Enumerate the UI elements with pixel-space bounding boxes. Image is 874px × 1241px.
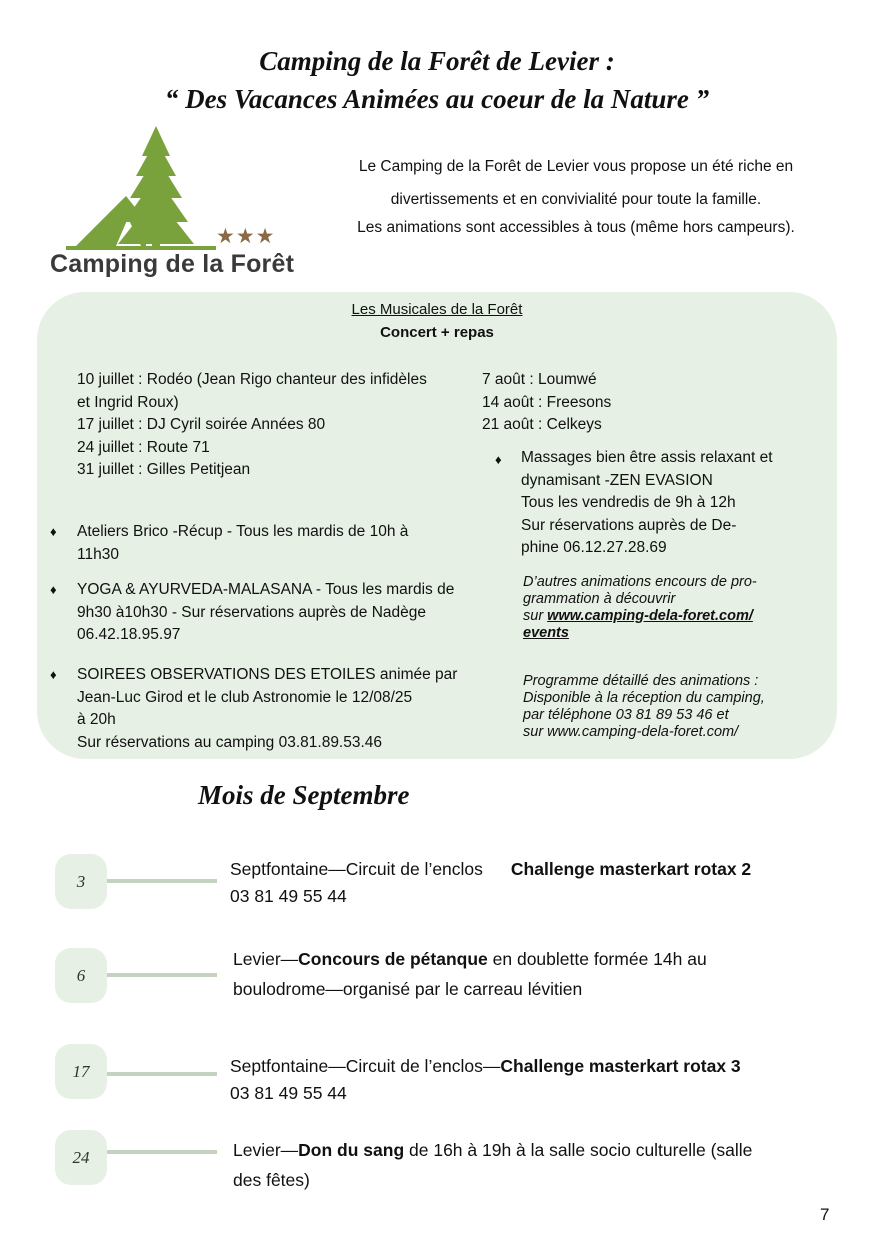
note-line: D’autres animations encours de pro- bbox=[523, 574, 757, 590]
activity-line: Sur réservations au camping 03.81.89.53.46 bbox=[77, 733, 383, 751]
event-item bbox=[230, 856, 800, 910]
event-line: 03 81 49 55 44 bbox=[230, 886, 347, 906]
activity-line: YOGA & AYURVEDA-MALASANA - Tous les mardis de bbox=[77, 581, 455, 598]
list-item: 24 juillet : Route 71 bbox=[77, 438, 210, 456]
bullet-icon: ♦ bbox=[50, 582, 57, 597]
date-connector-line bbox=[107, 879, 217, 883]
events-link[interactable]: www.camping-dela-foret.com/ bbox=[547, 608, 753, 624]
event-line: 03 81 49 55 44 bbox=[230, 1083, 347, 1103]
date-badge: 24 bbox=[55, 1130, 107, 1185]
list-item: 10 juillet : Rodéo (Jean Rigo chanteur des infidèles bbox=[77, 371, 427, 388]
note-prefix: sur bbox=[523, 608, 548, 624]
activity-line: Sur réservations auprès de De- bbox=[521, 516, 737, 534]
list-item: 7 août : Loumwé bbox=[482, 371, 597, 388]
date-badge: 3 bbox=[55, 854, 107, 909]
event-detail: en doublette formée 14h au bbox=[487, 949, 707, 969]
activity-line: Tous les vendredis de 9h à 12h bbox=[521, 494, 736, 511]
note-line: sur www.camping-dela-foret.com/ bbox=[523, 724, 739, 740]
events-link-continued[interactable]: events bbox=[523, 625, 569, 641]
date-connector-line bbox=[107, 973, 217, 977]
activity-line: à 20h bbox=[77, 711, 116, 728]
intro-line: Le Camping de la Forêt de Levier vous propose un été riche en bbox=[358, 158, 794, 175]
event-location: Septfontaine—Circuit de l’enclos— bbox=[230, 1056, 501, 1076]
activity-line: Ateliers Brico -Récup - Tous les mardis de 10h à bbox=[77, 523, 409, 540]
note-line: grammation à découvrir bbox=[523, 591, 676, 607]
event-location: Septfontaine—Circuit de l’enclos bbox=[230, 859, 483, 879]
activity-line: 11h30 bbox=[77, 545, 119, 563]
event-location: Levier— bbox=[233, 1140, 299, 1160]
other-animations-note bbox=[523, 574, 823, 642]
activity-line: SOIREES OBSERVATIONS DES ETOILES animée par bbox=[77, 666, 458, 683]
event-item bbox=[233, 944, 803, 1004]
note-line: Programme détaillé des animations : bbox=[523, 673, 759, 689]
event-title: Don du sang bbox=[298, 1140, 405, 1160]
fir-tree-icon bbox=[118, 126, 194, 248]
list-item: 17 juillet : DJ Cyril soirée Années 80 bbox=[77, 416, 326, 433]
activity-line: dynamisant -ZEN EVASION bbox=[521, 471, 713, 489]
event-title: Concours de pétanque bbox=[298, 949, 488, 969]
panel-subtitle: Concert + repas bbox=[380, 324, 494, 341]
panel-title: Les Musicales de la Forêt bbox=[351, 301, 523, 318]
bullet-icon: ♦ bbox=[50, 667, 57, 682]
intro-line: divertissements et en convivialité pour toute la famille. bbox=[390, 191, 762, 208]
activity-line: Massages bien être assis relaxant et bbox=[521, 449, 773, 466]
activity-yoga bbox=[77, 579, 487, 647]
event-line bbox=[233, 944, 803, 974]
programme-note bbox=[523, 673, 823, 741]
intro-line: Les animations sont accessibles à tous (même hors campeurs). bbox=[357, 219, 795, 236]
list-item: 14 août : Freesons bbox=[482, 393, 612, 411]
date-connector-line bbox=[107, 1150, 217, 1154]
event-line bbox=[233, 1135, 803, 1165]
event-line bbox=[230, 856, 800, 883]
list-item: et Ingrid Roux) bbox=[77, 393, 179, 411]
activity-massage bbox=[521, 447, 821, 560]
event-line: boulodrome—organisé par le carreau lévitien bbox=[233, 979, 583, 999]
concerts-list-july bbox=[77, 369, 477, 482]
event-detail: de 16h à 19h à la salle socio culturelle (salle bbox=[404, 1140, 753, 1160]
section-heading-september: Mois de Septembre bbox=[198, 780, 410, 810]
date-badge: 17 bbox=[55, 1044, 107, 1099]
logo-text: Camping de la Forêt bbox=[50, 250, 295, 278]
date-badge: 6 bbox=[55, 948, 107, 1003]
bullet-icon: ♦ bbox=[495, 452, 502, 467]
rating-stars: ★★★ bbox=[216, 225, 276, 248]
note-line: Disponible à la réception du camping, bbox=[523, 690, 765, 706]
activity-line: phine 06.12.27.28.69 bbox=[521, 539, 667, 556]
activity-stars-observation bbox=[77, 664, 487, 754]
concerts-list-august bbox=[482, 369, 822, 437]
list-item: 31 juillet : Gilles Petitjean bbox=[77, 461, 251, 478]
event-location: Levier— bbox=[233, 949, 299, 969]
intro-paragraph bbox=[326, 150, 826, 240]
bullet-icon: ♦ bbox=[50, 524, 57, 539]
event-line: des fêtes) bbox=[233, 1170, 310, 1190]
activity-line: Jean-Luc Girod et le club Astronomie le 12/08/25 bbox=[77, 688, 413, 706]
event-title: Challenge masterkart rotax 2 bbox=[510, 859, 752, 879]
note-line bbox=[523, 625, 823, 642]
event-item bbox=[230, 1053, 800, 1107]
page-title-line2: “ Des Vacances Animées au coeur de la Nature ” bbox=[164, 84, 710, 114]
activity-line: 06.42.18.95.97 bbox=[77, 626, 181, 643]
page-number: 7 bbox=[820, 1205, 830, 1224]
date-connector-line bbox=[107, 1072, 217, 1076]
event-item bbox=[233, 1135, 803, 1195]
list-item: 21 août : Celkeys bbox=[482, 416, 602, 433]
note-line: par téléphone 03 81 89 53 46 et bbox=[523, 707, 729, 723]
note-line bbox=[523, 608, 823, 625]
event-title: Challenge masterkart rotax 3 bbox=[500, 1056, 741, 1076]
activity-brico bbox=[77, 521, 477, 566]
page-title-line1: Camping de la Forêt de Levier : bbox=[259, 46, 615, 76]
event-line bbox=[230, 1053, 800, 1080]
activity-line: 9h30 à10h30 - Sur réservations auprès de Nadège bbox=[77, 603, 426, 621]
